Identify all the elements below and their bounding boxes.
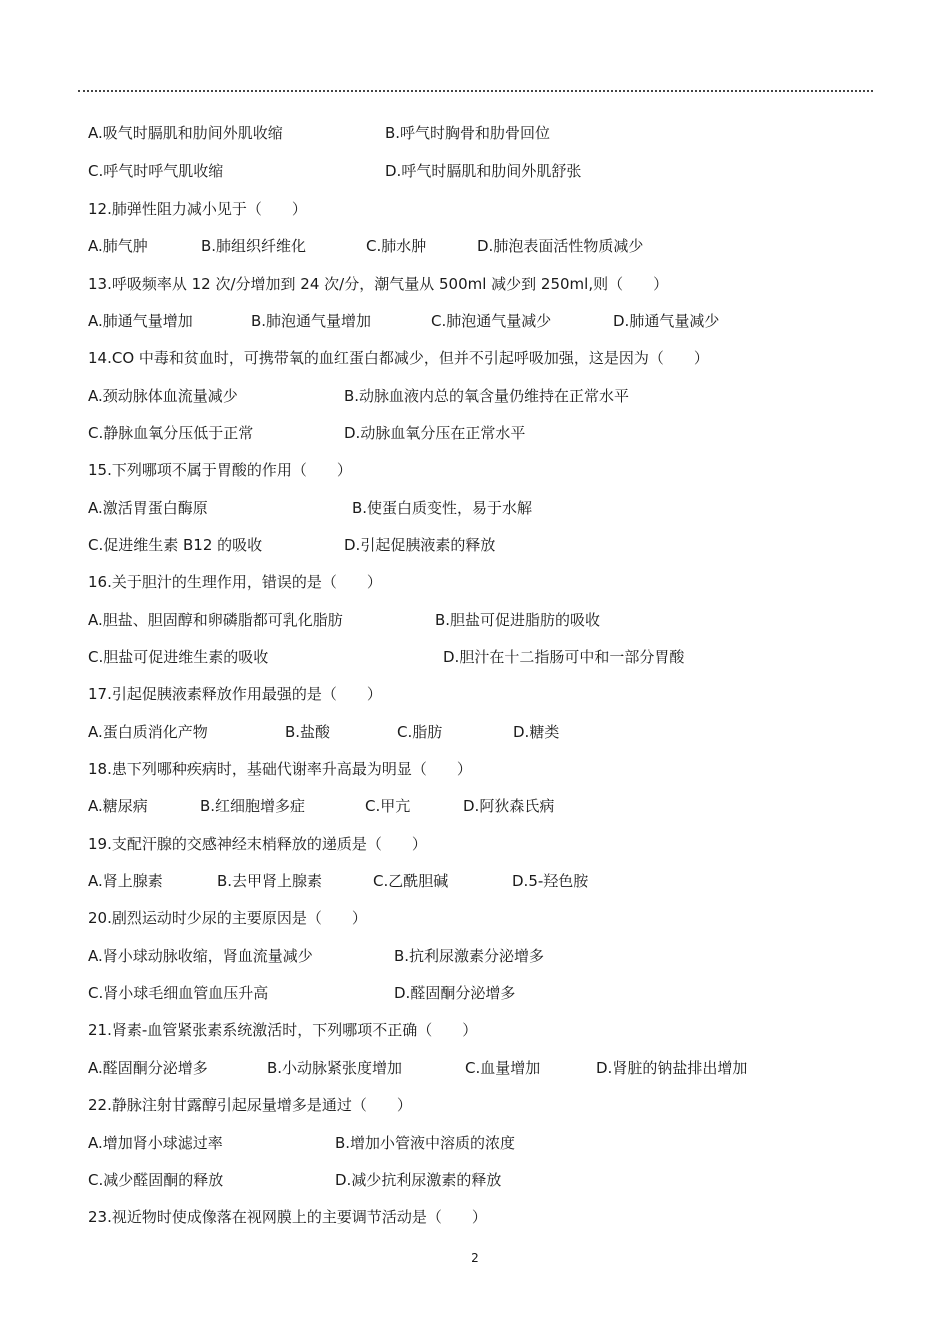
answer-option: D.引起促胰液素的释放 [344, 536, 496, 554]
question-stem [88, 459, 878, 481]
answer-option: B.红细胞增多症 [200, 797, 306, 815]
options-row [88, 122, 878, 144]
options-row [88, 497, 878, 519]
answer-option: B.动脉血液内总的氧含量仍维持在正常水平 [344, 387, 630, 405]
answer-option: D.醛固酮分泌增多 [394, 984, 516, 1002]
options-row [88, 609, 878, 631]
page-number: 2 [471, 1251, 479, 1265]
answer-option: D.肺泡表面活性物质减少 [477, 237, 644, 255]
question-text: 19.支配汗腺的交感神经末梢释放的递质是（ ） [88, 835, 427, 853]
answer-option: D.肾脏的钠盐排出增加 [596, 1059, 748, 1077]
answer-option: D.胆汁在十二指肠可中和一部分胃酸 [443, 648, 685, 666]
options-row [88, 870, 878, 892]
answer-option: C.乙酰胆碱 [373, 872, 449, 890]
answer-option: B.胆盐可促进脂肪的吸收 [435, 611, 601, 629]
answer-option: B.呼气时胸骨和肋骨回位 [385, 124, 551, 142]
answer-option: B.去甲肾上腺素 [217, 872, 323, 890]
answer-option: C.甲亢 [365, 797, 411, 815]
answer-option: D.减少抗利尿激素的释放 [335, 1171, 502, 1189]
answer-option: B.抗利尿激素分泌增多 [394, 947, 545, 965]
question-stem [88, 198, 878, 220]
question-text: 12.肺弹性阻力减小见于（ ） [88, 200, 307, 218]
header-dotted-rule [78, 90, 873, 92]
question-stem [88, 571, 878, 593]
answer-option: C.肾小球毛细血管血压升高 [88, 984, 269, 1002]
answer-option: A.肺气肿 [88, 237, 148, 255]
options-row [88, 982, 878, 1004]
options-row [88, 646, 878, 668]
options-row [88, 1057, 878, 1079]
question-text: 16.关于胆汁的生理作用，错误的是（ ） [88, 573, 382, 591]
answer-option: B.小动脉紧张度增加 [267, 1059, 403, 1077]
question-stem [88, 833, 878, 855]
answer-option: B.盐酸 [285, 723, 331, 741]
options-row [88, 534, 878, 556]
answer-option: A.颈动脉体血流量减少 [88, 387, 238, 405]
options-row [88, 422, 878, 444]
question-text: 21.肾素-血管紧张素系统激活时，下列哪项不正确（ ） [88, 1021, 478, 1039]
question-text: 23.视近物时使成像落在视网膜上的主要调节活动是（ ） [88, 1208, 487, 1226]
answer-option: C.脂肪 [397, 723, 443, 741]
answer-option: A.吸气时膈肌和肋间外肌收缩 [88, 124, 283, 142]
question-text: 14.CO 中毒和贫血时，可携带氧的血红蛋白都减少，但并不引起呼吸加强，这是因为（ ） [88, 349, 709, 367]
question-text: 17.引起促胰液素释放作用最强的是（ ） [88, 685, 382, 703]
question-text: 15.下列哪项不属于胃酸的作用（ ） [88, 461, 352, 479]
answer-option: A.醛固酮分泌增多 [88, 1059, 208, 1077]
answer-option: A.糖尿病 [88, 797, 148, 815]
answer-option: C.呼气时呼气肌收缩 [88, 162, 224, 180]
question-stem [88, 1206, 878, 1228]
question-text: 20.剧烈运动时少尿的主要原因是（ ） [88, 909, 367, 927]
question-stem [88, 1019, 878, 1041]
answer-option: C.减少醛固酮的释放 [88, 1171, 224, 1189]
answer-option: A.肾上腺素 [88, 872, 163, 890]
question-text: 22.静脉注射甘露醇引起尿量增多是通过（ ） [88, 1096, 412, 1114]
answer-option: D.肺通气量减少 [613, 312, 720, 330]
question-stem [88, 758, 878, 780]
answer-option: D.动脉血氧分压在正常水平 [344, 424, 526, 442]
answer-option: A.增加肾小球滤过率 [88, 1134, 223, 1152]
options-row [88, 385, 878, 407]
answer-option: A.肾小球动脉收缩，肾血流量减少 [88, 947, 313, 965]
options-row [88, 310, 878, 332]
answer-option: D.5-羟色胺 [512, 872, 589, 890]
options-row [88, 721, 878, 743]
question-text: 18.患下列哪种疾病时，基础代谢率升高最为明显（ ） [88, 760, 472, 778]
answer-option: B.使蛋白质变性，易于水解 [352, 499, 533, 517]
answer-option: C.胆盐可促进维生素的吸收 [88, 648, 269, 666]
answer-option: A.胆盐、胆固醇和卵磷脂都可乳化脂肪 [88, 611, 343, 629]
answer-option: C.促进维生素 B12 的吸收 [88, 536, 263, 554]
answer-option: A.激活胃蛋白酶原 [88, 499, 208, 517]
answer-option: A.蛋白质消化产物 [88, 723, 208, 741]
answer-option: D.糖类 [513, 723, 560, 741]
question-text: 13.呼吸频率从 12 次/分增加到 24 次/分，潮气量从 500ml 减少到 250ml,则（ ） [88, 275, 669, 293]
options-row [88, 795, 878, 817]
options-row [88, 235, 878, 257]
question-stem [88, 907, 878, 929]
question-stem [88, 347, 878, 369]
answer-option: C.静脉血氧分压低于正常 [88, 424, 254, 442]
answer-option: D.阿狄森氏病 [463, 797, 555, 815]
question-stem [88, 683, 878, 705]
answer-option: C.肺泡通气量减少 [431, 312, 552, 330]
options-row [88, 1169, 878, 1191]
options-row [88, 160, 878, 182]
question-stem [88, 273, 878, 295]
answer-option: C.肺水肿 [366, 237, 427, 255]
answer-option: B.肺组织纤维化 [201, 237, 307, 255]
answer-option: B.增加小管液中溶质的浓度 [335, 1134, 516, 1152]
answer-option: A.肺通气量增加 [88, 312, 193, 330]
answer-option: D.呼气时膈肌和肋间外肌舒张 [385, 162, 582, 180]
answer-option: C.血量增加 [465, 1059, 541, 1077]
options-row [88, 945, 878, 967]
options-row [88, 1132, 878, 1154]
question-stem [88, 1094, 878, 1116]
answer-option: B.肺泡通气量增加 [251, 312, 372, 330]
